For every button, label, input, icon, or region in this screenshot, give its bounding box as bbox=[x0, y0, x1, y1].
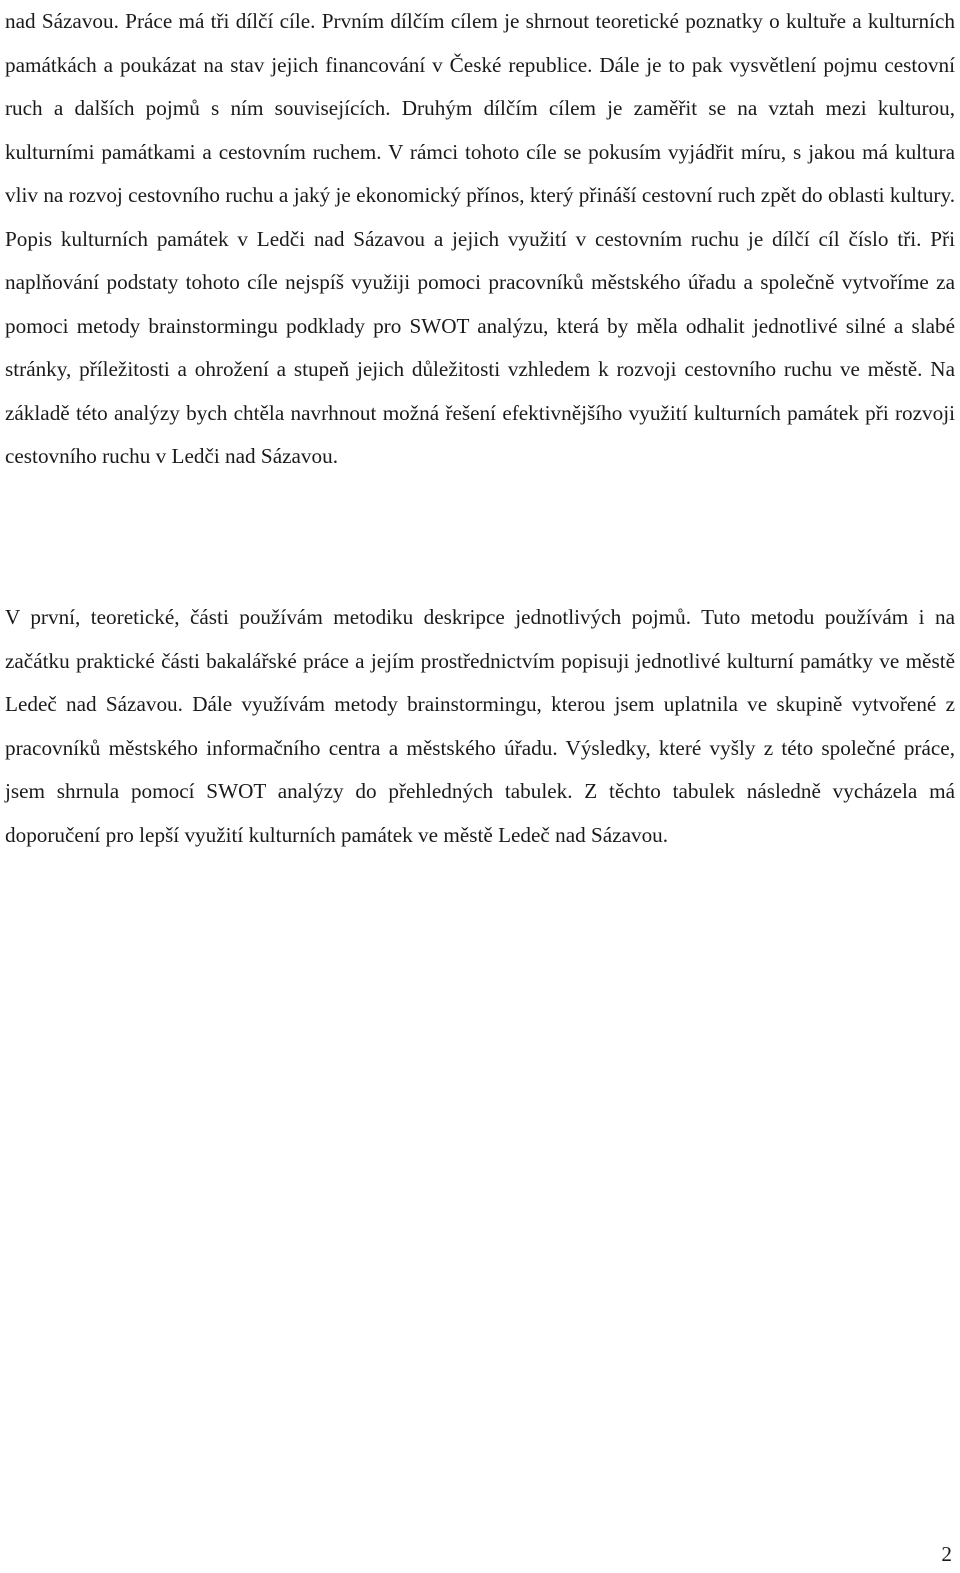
document-page bbox=[5, 0, 955, 847]
paragraph-methodology: V první, teoretické, části používám metodiku deskripce jednotlivých pojmů. Tuto metodu používám i na začátku praktické části bakalářské práce a jejím prostřednictvím popisuji jednotlivé kulturní památky ve městě Ledeč nad Sázavou. Dále využívám metody brainstormingu, kterou jsem uplatnila ve skupině vytvořené z pracovníků městského informačního centra a městského úřadu. Výsledky, které vyšly z této společné práce, jsem shrnula pomocí SWOT analýzy do přehledných tabulek. Z těchto tabulek následně vycházela má doporučení pro lepší využití kulturních památek ve městě Ledeč nad Sázavou. bbox=[5, 605, 955, 847]
paragraph-goals: nad Sázavou. Práce má tři dílčí cíle. Prvním dílčím cílem je shrnout teoretické poznatky o kultuře a kulturních památkách a poukázat na stav jejich financování v České republice. Dále je to pak vysvětlení pojmu cestovní ruch a dalších pojmů s ním souvisejících. Druhým dílčím cílem je zaměřit se na vztah mezi kulturou, kulturními památkami a cestovním ruchem. V rámci tohoto cíle se pokusím vyjádřit míru, s jakou má kultura vliv na rozvoj cestovního ruchu a jaký je ekonomický přínos, který přináší cestovní ruch zpět do oblasti kultury. Popis kulturních památek v Ledči nad Sázavou a jejich využití v cestovním ruchu je dílčí cíl číslo tři. Při naplňování podstaty tohoto cíle nejspíš využiji pomoci pracovníků městského úřadu a společně vytvoříme za pomoci metody brainstormingu podklady pro SWOT analýzu, která by měla odhalit jednotlivé silné a slabé stránky, příležitosti a ohrožení a stupeň jejich důležitosti vzhledem k rozvoji cestovního ruchu ve městě. Na základě této analýzy bych chtěla navrhnout možná řešení efektivnějšího využití kulturních památek při rozvoji cestovního ruchu v Ledči nad Sázavou. bbox=[5, 9, 955, 468]
page-number: 2 bbox=[941, 1542, 952, 1566]
